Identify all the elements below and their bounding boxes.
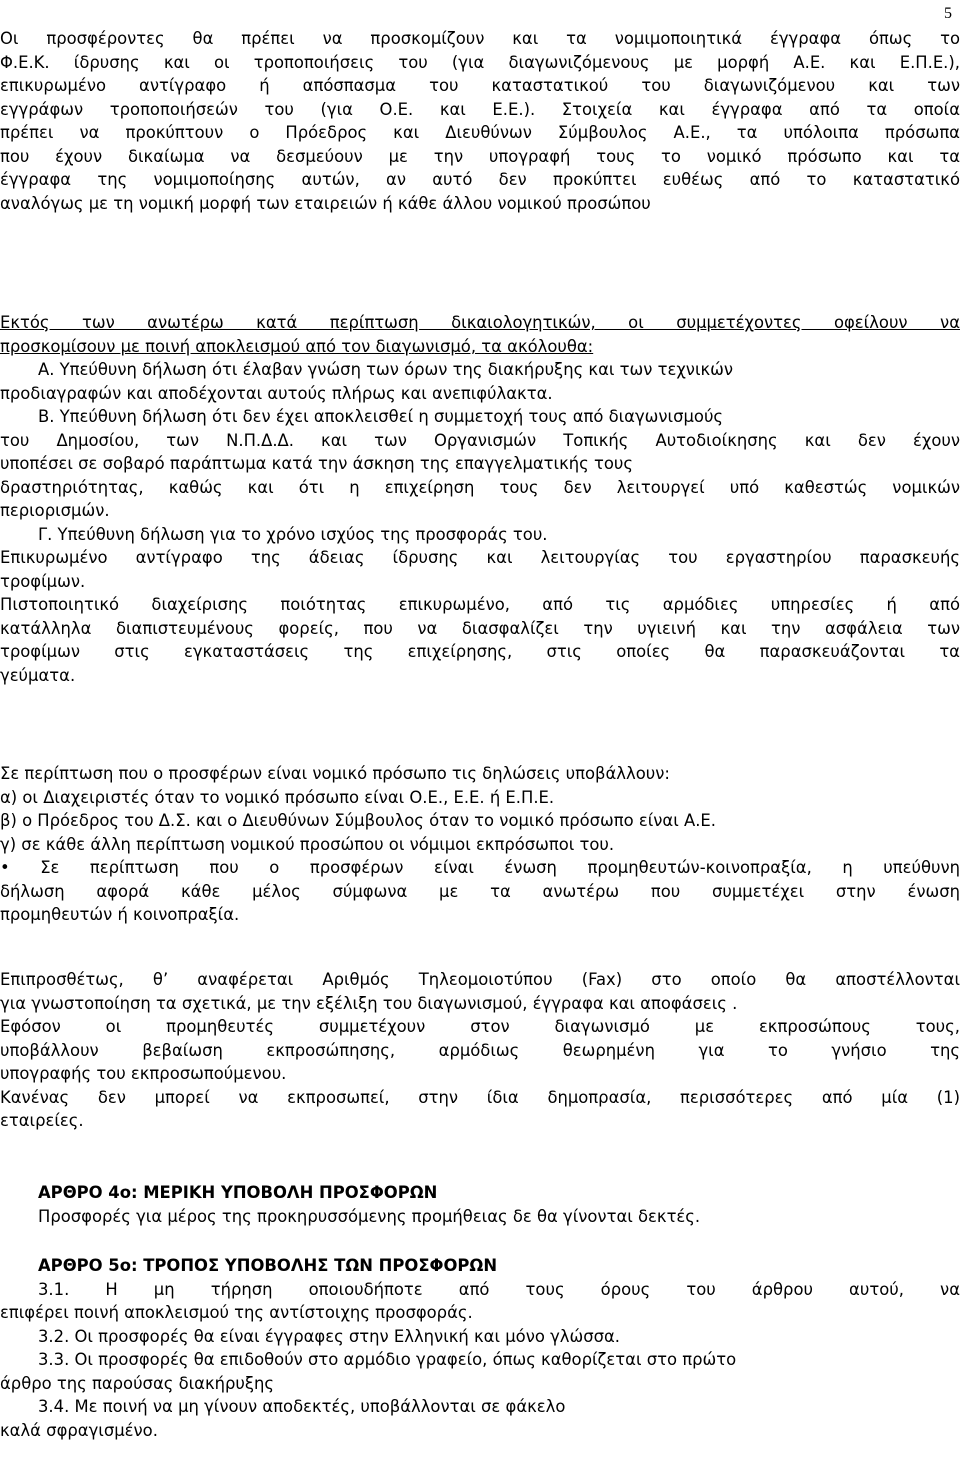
page-number: 5 xyxy=(944,5,952,22)
item-a-line: Α. Υπεύθυνη δήλωση ότι έλαβαν γνώση των όρων της διακήρυξης και των τεχνικών xyxy=(38,360,734,379)
bullet-text-line: • Σε περίπτωση που ο προσφέρων είναι ένωση προμηθευτών-κοινοπραξία, η υπεύθυνη xyxy=(0,858,960,877)
text-line: πρέπει να προκύπτουν ο Πρόεδρος και Διευθύνων Σύμβουλος Α.Ε., τα υπόλοιπα πρόσωπα xyxy=(0,123,960,142)
text-line: περιορισμών. xyxy=(0,501,110,520)
text-line: επικυρωμένο αντίγραφο ή απόσπασμα του καταστατικού του διαγωνιζόμενου και των xyxy=(0,76,960,95)
text-line: υπογραφής του εκπροσωπούμενου. xyxy=(0,1064,287,1083)
text-line: εγγράφων τροποποιήσεών του (για Ο.Ε. και Ε.Ε.). Στοιχεία και έγγραφα από τα οποία xyxy=(0,99,960,119)
text-line: καλά σφραγισμένο. xyxy=(0,1420,158,1440)
text-line: έγγραφα της νομιμοποίησης αυτών, αν αυτό δεν προκύπτει ευθέως από το καταστατικό xyxy=(0,170,960,189)
text-line: αναλόγως με τη νομική μορφή των εταιρειών ή κάθε άλλου νομικού προσώπου xyxy=(0,193,651,213)
text-line: Πιστοποιητικό διαχείρισης ποιότητας επικυρωμένο, από τις αρμόδιες υπηρεσίες ή από xyxy=(0,595,960,614)
underlined-text-line: Εκτός των ανωτέρω κατά περίπτωση δικαιολογητικών, οι συμμετέχοντες οφείλουν να xyxy=(0,313,960,332)
article-5-heading: ΑΡΘΡΟ 5ο: ΤΡΟΠΟΣ ΥΠΟΒΟΛΗΣ ΤΩΝ ΠΡΟΣΦΟΡΩΝ xyxy=(38,1256,498,1275)
text-line: 3.2. Οι προσφορές θα είναι έγγραφες στην Ελληνική και μόνο γλώσσα. xyxy=(38,1326,621,1346)
paragraph-required-declarations xyxy=(0,311,960,687)
text-line: 3.1. Η μη τήρηση οποιουδήποτε από τους όρους του άρθρου αυτού, να xyxy=(38,1279,960,1299)
text-line: υποπέσει σε σοβαρό παράπτωμα κατά την άσκηση της επαγγελματικής τους xyxy=(0,454,633,473)
text-line: Φ.Ε.Κ. ίδρυσης και οι τροποποιήσεις του (για διαγωνιζόμενους με μορφή Α.Ε. και Ε.Π.Ε.), xyxy=(0,52,960,72)
text-line: τροφίμων στις εγκαταστάσεις της επιχείρησης, στις οποίες θα παρασκευάζονται τα xyxy=(0,642,960,661)
text-line: εταιρείες. xyxy=(0,1111,84,1130)
text-line: για γνωστοποίηση τα σχετικά, με την εξέλιξη του διαγωνισμού, έγγραφα και αποφάσεις . xyxy=(0,993,738,1013)
text-line: Σε περίπτωση που ο προσφέρων είναι νομικό πρόσωπο τις δηλώσεις υποβάλλουν: xyxy=(0,764,670,783)
article-5 xyxy=(0,1254,960,1442)
text-line: α) οι Διαχειριστές όταν το νομικό πρόσωπο είναι Ο.Ε., Ε.Ε. ή Ε.Π.Ε. xyxy=(0,787,555,807)
text-line: υποβάλλουν βεβαίωση εκπροσώπησης, αρμόδιως θεωρημένη για το γνήσιο της xyxy=(0,1040,960,1060)
paragraph-fax-and-representation xyxy=(0,968,960,1133)
text-line: Εφόσον οι προμηθευτές συμμετέχουν στον διαγωνισμό με εκπροσώπους τους, xyxy=(0,1017,960,1036)
text-line: β) ο Πρόεδρος του Δ.Σ. και ο Διευθύνων Σύμβουλος όταν το νομικό πρόσωπο είναι Α.Ε. xyxy=(0,811,716,830)
text-line: γ) σε κάθε άλλη περίπτωση νομικού προσώπου οι νόμιμοι εκπρόσωποι του. xyxy=(0,834,615,854)
paragraph-legal-entity-signers xyxy=(0,762,960,927)
text-line: γεύματα. xyxy=(0,665,76,685)
paragraph-legal-documents xyxy=(0,27,960,215)
article-4-heading: ΑΡΘΡΟ 4ο: ΜΕΡΙΚΗ ΥΠΟΒΟΛΗ ΠΡΟΣΦΟΡΩΝ xyxy=(38,1183,438,1202)
text-line: Επικυρωμένο αντίγραφο της άδειας ίδρυσης και λειτουργίας του εργαστηρίου παρασκευής xyxy=(0,548,960,567)
text-line: που έχουν δικαίωμα να δεσμεύουν με την υπογραφή τους το νομικό πρόσωπο και τα xyxy=(0,146,960,166)
text-line: Επιπροσθέτως, θ’ αναφέρεται Αριθμός Τηλεομοιοτύπου (Fax) στο οποίο θα αποστέλλονται xyxy=(0,970,960,989)
text-line: δήλωση αφορά κάθε μέλος σύμφωνα με τα ανωτέρω που συμμετέχει στην ένωση xyxy=(0,881,960,901)
text-line: άρθρο της παρούσας διακήρυξης xyxy=(0,1373,275,1393)
text-line: κατάλληλα διαπιστευμένους φορείς, που να διασφαλίζει την υγιεινή και την ασφάλεια των xyxy=(0,618,960,638)
text-line: του Δημοσίου, των Ν.Π.Δ.Δ. και των Οργανισμών Τοπικής Αυτοδιοίκησης και δεν έχουν xyxy=(0,430,960,450)
article-4 xyxy=(38,1181,960,1228)
item-b-line: Β. Υπεύθυνη δήλωση ότι δεν έχει αποκλεισθεί η συμμετοχή τους από διαγωνισμούς xyxy=(38,407,724,426)
article-4-text: Προσφορές για μέρος της προκηρυσσόμενης προμήθειας δε θα γίνονται δεκτές. xyxy=(38,1206,701,1226)
text-line: τροφίμων. xyxy=(0,571,86,591)
text-line: δραστηριότητας, καθώς και ότι η επιχείρηση τους δεν λειτουργεί υπό καθεστώς νομικών xyxy=(0,477,960,497)
text-line: Κανένας δεν μπορεί να εκπροσωπεί, στην ίδια δημοπρασία, περισσότερες από μία (1) xyxy=(0,1087,960,1107)
item-c-line: Γ. Υπεύθυνη δήλωση για το χρόνο ισχύος της προσφοράς του. xyxy=(38,524,548,544)
text-line: προδιαγραφών και αποδέχονται αυτούς πλήρως και ανεπιφύλακτα. xyxy=(0,383,553,403)
text-line: Οι προσφέροντες θα πρέπει να προσκομίζουν και τα νομιμοποιητικά έγγραφα όπως το xyxy=(0,29,960,48)
text-line: 3.3. Οι προσφορές θα επιδοθούν στο αρμόδιο γραφείο, όπως καθορίζεται στο πρώτο xyxy=(38,1350,737,1369)
underlined-text-line: προσκομίσουν με ποινή αποκλεισμού από τον διαγωνισμό, τα ακόλουθα: xyxy=(0,336,594,356)
text-line: προμηθευτών ή κοινοπραξία. xyxy=(0,905,240,924)
text-line: 3.4. Με ποινή να μη γίνουν αποδεκτές, υποβάλλονται σε φάκελο xyxy=(38,1397,566,1416)
text-line: επιφέρει ποινή αποκλεισμού της αντίστοιχης προσφοράς. xyxy=(0,1303,473,1322)
